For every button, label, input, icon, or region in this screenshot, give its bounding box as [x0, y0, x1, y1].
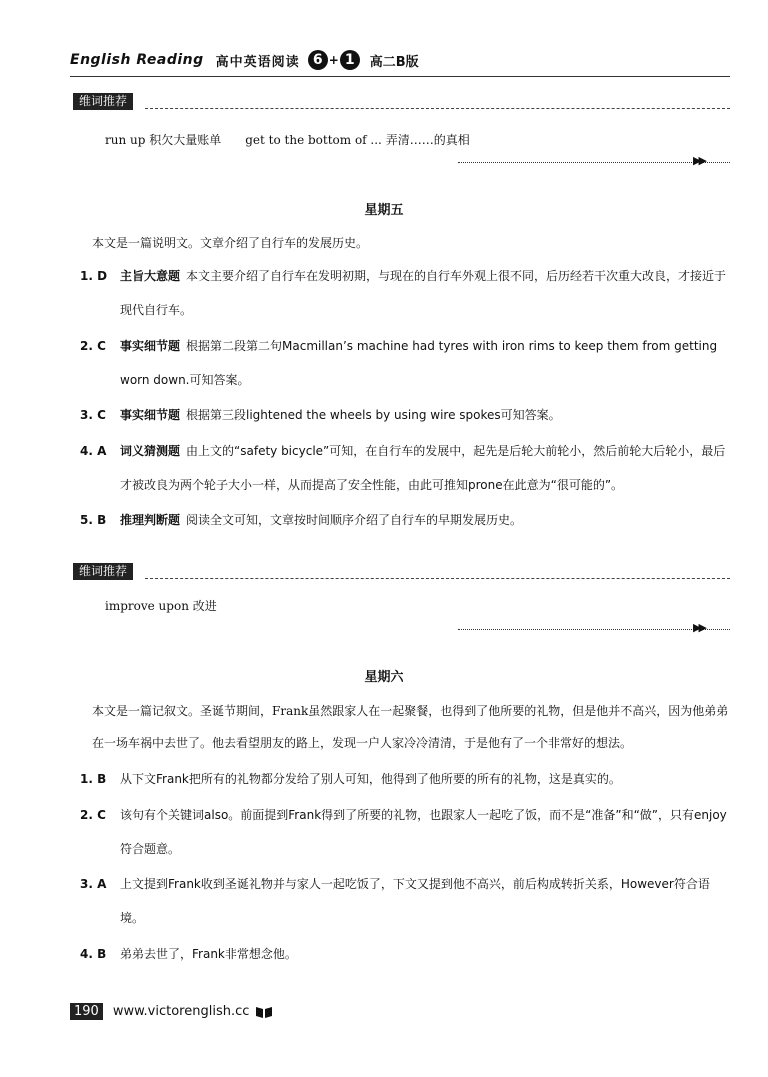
answer-explanation: 阅读全文可知，文章按时间顺序介绍了自行车的早期发展历史。 [186, 513, 523, 527]
vocab-tag-rule [145, 108, 730, 109]
answer-explanation: 根据第三段lightened the wheels by using wire spokes可知答案。 [186, 408, 561, 422]
dotted-divider [458, 162, 730, 163]
answer-number: 1. B [80, 772, 107, 786]
series-logo [308, 50, 360, 70]
logo-plus: + [328, 53, 339, 67]
answer-number: 3. A [80, 877, 107, 891]
answer-number: 1. D [80, 269, 108, 283]
passage-summary: 本文是一篇记叙文。圣诞节期间，Frank虽然跟家人在一起聚餐，也得到了他所要的礼物，但是他并不高兴，因为他弟弟在一场车祸中去世了。他去看望朋友的路上，发现一户人家冷冷清清，于是他有了一个非常好的想法。 [92, 704, 729, 750]
logo-circle-a: 6 [308, 50, 328, 70]
vocab-tag: 维词推荐 [73, 563, 133, 580]
double-arrow-icon: ▶▶ [693, 154, 704, 167]
vocab-tag-rule [145, 578, 730, 579]
book-icon [255, 1005, 273, 1019]
answer-explanation: 由上文的“safety bicycle”可知，在自行车的发展中，起先是后轮大前轮小，然后前轮大后轮小，最后才被改良为两个轮子大小一样，从而提高了安全性能，由此可推知prone在此意为“很可能的”。 [120, 444, 726, 492]
page-number: 190 [70, 1003, 103, 1020]
series-title-en: English Reading [70, 52, 204, 68]
passage-summary: 本文是一篇说明文。文章介绍了自行车的发展历史。 [92, 236, 369, 250]
answer-explanation: 上文提到Frank收到圣诞礼物并与家人一起吃饭了，下文又提到他不高兴，前后构成转折关系，However符合语境。 [120, 877, 710, 925]
vocab-text: improve upon 改进 [105, 599, 217, 613]
answer-item [80, 937, 732, 971]
answer-item [80, 398, 732, 432]
question-type: 推理判断题 [120, 513, 181, 527]
vocab-tag: 维词推荐 [73, 93, 133, 110]
question-type: 词义猜测题 [120, 444, 181, 458]
edition-label: 高二B版 [369, 54, 419, 70]
dotted-divider [458, 629, 730, 630]
logo-circle-b: 1 [340, 50, 360, 70]
answer-number: 2. C [80, 808, 106, 822]
answer-number: 4. A [80, 444, 107, 458]
answer-number: 5. B [80, 513, 107, 527]
answer-explanation: 根据第二段第二句Macmillan’s machine had tyres with iron rims to keep them from getting worn down.可知答案。 [120, 339, 718, 387]
answer-item [80, 259, 732, 327]
answer-item [80, 798, 732, 866]
answer-number: 2. C [80, 339, 106, 353]
answer-item [80, 503, 732, 537]
running-header [70, 48, 419, 72]
answer-number: 4. B [80, 947, 107, 961]
answer-explanation: 本文主要介绍了自行车在发明初期，与现在的自行车外观上很不同，后历经若干次重大改良，才接近于现代自行车。 [120, 269, 727, 317]
page-footer [70, 1003, 273, 1020]
answer-item [80, 762, 732, 796]
answer-explanation: 弟弟去世了，Frank非常想念他。 [120, 947, 297, 961]
question-type: 事实细节题 [120, 408, 181, 422]
day-heading-saturday: 星期六 [364, 670, 404, 685]
answer-explanation: 该句有个关键词also。前面提到Frank得到了所要的礼物，也跟家人一起吃了饭，而不是“准备”和“做”，只有enjoy符合题意。 [120, 808, 727, 856]
answer-item [80, 867, 732, 935]
vocab-text: run up 积欠大量账单 get to the bottom of ... 弄清……的真相 [105, 133, 470, 147]
answer-number: 3. C [80, 408, 106, 422]
answer-item [80, 434, 732, 502]
question-type: 主旨大意题 [120, 269, 181, 283]
header-rule [70, 76, 730, 77]
answer-explanation: 从下文Frank把所有的礼物都分发给了别人可知，他得到了他所要的所有的礼物，这是真实的。 [120, 772, 621, 786]
website-url: www.victorenglish.cc [112, 1004, 250, 1019]
double-arrow-icon: ▶▶ [693, 621, 704, 634]
day-heading-friday: 星期五 [364, 203, 404, 218]
question-type: 事实细节题 [120, 339, 181, 353]
answer-item [80, 329, 732, 397]
series-title-cn: 高中英语阅读 [215, 54, 300, 70]
